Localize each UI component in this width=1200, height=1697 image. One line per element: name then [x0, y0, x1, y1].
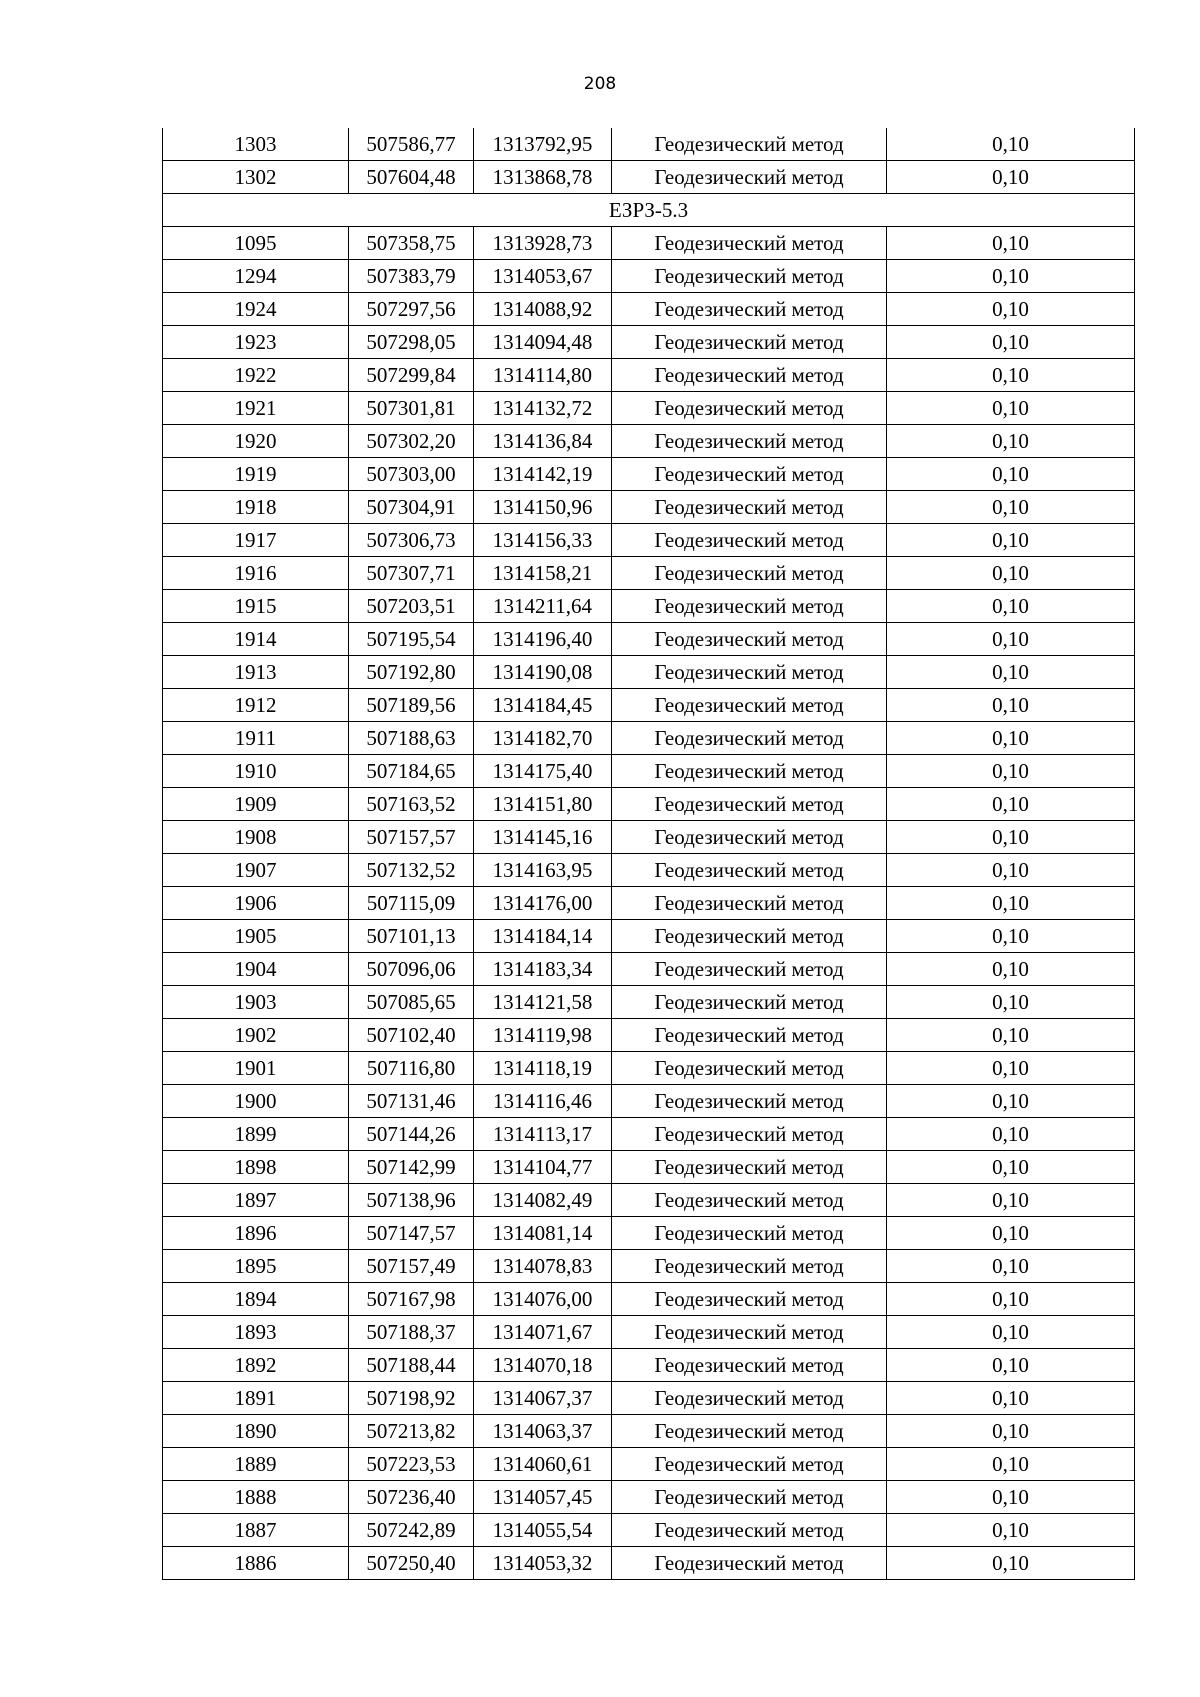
y-coordinate-cell: 1314071,67 [474, 1316, 612, 1349]
point-number-cell: 1917 [163, 524, 349, 557]
accuracy-cell: 0,10 [887, 953, 1135, 986]
y-coordinate-cell: 1314081,14 [474, 1217, 612, 1250]
x-coordinate-cell: 507157,57 [349, 821, 474, 854]
point-number-cell: 1895 [163, 1250, 349, 1283]
x-coordinate-cell: 507298,05 [349, 326, 474, 359]
point-number-cell: 1906 [163, 887, 349, 920]
table-row [163, 887, 1135, 920]
table-row [163, 1052, 1135, 1085]
table-row [163, 689, 1135, 722]
method-cell: Геодезический метод [612, 326, 887, 359]
method-cell: Геодезический метод [612, 1349, 887, 1382]
point-number-cell: 1894 [163, 1283, 349, 1316]
accuracy-cell: 0,10 [887, 755, 1135, 788]
point-number-cell: 1904 [163, 953, 349, 986]
method-cell: Геодезический метод [612, 1382, 887, 1415]
y-coordinate-cell: 1314211,64 [474, 590, 612, 623]
point-number-cell: 1898 [163, 1151, 349, 1184]
table-row [163, 260, 1135, 293]
y-coordinate-cell: 1314151,80 [474, 788, 612, 821]
y-coordinate-cell: 1314175,40 [474, 755, 612, 788]
y-coordinate-cell: 1314088,92 [474, 293, 612, 326]
accuracy-cell: 0,10 [887, 1151, 1135, 1184]
method-cell: Геодезический метод [612, 392, 887, 425]
table-row [163, 788, 1135, 821]
method-cell: Геодезический метод [612, 1250, 887, 1283]
point-number-cell: 1886 [163, 1547, 349, 1580]
table-row [163, 1514, 1135, 1547]
accuracy-cell: 0,10 [887, 1217, 1135, 1250]
table-row [163, 755, 1135, 788]
y-coordinate-cell: 1314142,19 [474, 458, 612, 491]
table-row [163, 1118, 1135, 1151]
method-cell: Геодезический метод [612, 425, 887, 458]
accuracy-cell: 0,10 [887, 821, 1135, 854]
accuracy-cell: 0,10 [887, 1448, 1135, 1481]
y-coordinate-cell: 1313868,78 [474, 161, 612, 194]
y-coordinate-cell: 1314156,33 [474, 524, 612, 557]
y-coordinate-cell: 1314113,17 [474, 1118, 612, 1151]
method-cell: Геодезический метод [612, 887, 887, 920]
point-number-cell: 1893 [163, 1316, 349, 1349]
table-row [163, 1283, 1135, 1316]
table-row [163, 1250, 1135, 1283]
table-row [163, 1382, 1135, 1415]
y-coordinate-cell: 1313928,73 [474, 227, 612, 260]
x-coordinate-cell: 507188,63 [349, 722, 474, 755]
accuracy-cell: 0,10 [887, 293, 1135, 326]
accuracy-cell: 0,10 [887, 1052, 1135, 1085]
point-number-cell: 1896 [163, 1217, 349, 1250]
x-coordinate-cell: 507586,77 [349, 128, 474, 161]
point-number-cell: 1916 [163, 557, 349, 590]
point-number-cell: 1907 [163, 854, 349, 887]
table-row [163, 920, 1135, 953]
accuracy-cell: 0,10 [887, 854, 1135, 887]
y-coordinate-cell: 1314053,32 [474, 1547, 612, 1580]
point-number-cell: 1897 [163, 1184, 349, 1217]
y-coordinate-cell: 1314190,08 [474, 656, 612, 689]
method-cell: Геодезический метод [612, 359, 887, 392]
accuracy-cell: 0,10 [887, 689, 1135, 722]
method-cell: Геодезический метод [612, 986, 887, 1019]
table-row [163, 623, 1135, 656]
y-coordinate-cell: 1314116,46 [474, 1085, 612, 1118]
method-cell: Геодезический метод [612, 1217, 887, 1250]
x-coordinate-cell: 507299,84 [349, 359, 474, 392]
method-cell: Геодезический метод [612, 623, 887, 656]
table-row [163, 1349, 1135, 1382]
point-number-cell: 1899 [163, 1118, 349, 1151]
table-row [163, 557, 1135, 590]
accuracy-cell: 0,10 [887, 788, 1135, 821]
table-row [163, 227, 1135, 260]
table-row [163, 1151, 1135, 1184]
point-number-cell: 1909 [163, 788, 349, 821]
accuracy-cell: 0,10 [887, 491, 1135, 524]
accuracy-cell: 0,10 [887, 887, 1135, 920]
x-coordinate-cell: 507307,71 [349, 557, 474, 590]
method-cell: Геодезический метод [612, 1118, 887, 1151]
accuracy-cell: 0,10 [887, 1085, 1135, 1118]
accuracy-cell: 0,10 [887, 590, 1135, 623]
method-cell: Геодезический метод [612, 1085, 887, 1118]
section-row [163, 194, 1135, 227]
accuracy-cell: 0,10 [887, 392, 1135, 425]
accuracy-cell: 0,10 [887, 458, 1135, 491]
table-row [163, 491, 1135, 524]
x-coordinate-cell: 507115,09 [349, 887, 474, 920]
x-coordinate-cell: 507203,51 [349, 590, 474, 623]
x-coordinate-cell: 507096,06 [349, 953, 474, 986]
table-row [163, 1448, 1135, 1481]
table-row [163, 821, 1135, 854]
coordinates-table-body [163, 128, 1135, 1580]
method-cell: Геодезический метод [612, 260, 887, 293]
x-coordinate-cell: 507301,81 [349, 392, 474, 425]
point-number-cell: 1889 [163, 1448, 349, 1481]
accuracy-cell: 0,10 [887, 161, 1135, 194]
coordinates-table [162, 128, 1135, 1580]
table-row [163, 425, 1135, 458]
point-number-cell: 1902 [163, 1019, 349, 1052]
accuracy-cell: 0,10 [887, 1283, 1135, 1316]
method-cell: Геодезический метод [612, 1151, 887, 1184]
accuracy-cell: 0,10 [887, 1349, 1135, 1382]
point-number-cell: 1302 [163, 161, 349, 194]
table-row [163, 524, 1135, 557]
method-cell: Геодезический метод [612, 524, 887, 557]
x-coordinate-cell: 507101,13 [349, 920, 474, 953]
section-title: ЕЗРЗ-5.3 [163, 194, 1135, 227]
y-coordinate-cell: 1314158,21 [474, 557, 612, 590]
x-coordinate-cell: 507131,46 [349, 1085, 474, 1118]
table-row [163, 953, 1135, 986]
x-coordinate-cell: 507102,40 [349, 1019, 474, 1052]
y-coordinate-cell: 1314104,77 [474, 1151, 612, 1184]
point-number-cell: 1891 [163, 1382, 349, 1415]
table-row [163, 590, 1135, 623]
method-cell: Геодезический метод [612, 161, 887, 194]
x-coordinate-cell: 507184,65 [349, 755, 474, 788]
x-coordinate-cell: 507132,52 [349, 854, 474, 887]
accuracy-cell: 0,10 [887, 1184, 1135, 1217]
y-coordinate-cell: 1313792,95 [474, 128, 612, 161]
point-number-cell: 1095 [163, 227, 349, 260]
y-coordinate-cell: 1314076,00 [474, 1283, 612, 1316]
accuracy-cell: 0,10 [887, 1316, 1135, 1349]
accuracy-cell: 0,10 [887, 227, 1135, 260]
table-row [163, 854, 1135, 887]
method-cell: Геодезический метод [612, 722, 887, 755]
accuracy-cell: 0,10 [887, 920, 1135, 953]
y-coordinate-cell: 1314070,18 [474, 1349, 612, 1382]
method-cell: Геодезический метод [612, 854, 887, 887]
y-coordinate-cell: 1314055,54 [474, 1514, 612, 1547]
y-coordinate-cell: 1314145,16 [474, 821, 612, 854]
point-number-cell: 1910 [163, 755, 349, 788]
point-number-cell: 1919 [163, 458, 349, 491]
table-row [163, 656, 1135, 689]
method-cell: Геодезический метод [612, 557, 887, 590]
x-coordinate-cell: 507188,44 [349, 1349, 474, 1382]
point-number-cell: 1924 [163, 293, 349, 326]
method-cell: Геодезический метод [612, 1019, 887, 1052]
point-number-cell: 1890 [163, 1415, 349, 1448]
x-coordinate-cell: 507304,91 [349, 491, 474, 524]
method-cell: Геодезический метод [612, 1514, 887, 1547]
method-cell: Геодезический метод [612, 1283, 887, 1316]
y-coordinate-cell: 1314196,40 [474, 623, 612, 656]
point-number-cell: 1914 [163, 623, 349, 656]
point-number-cell: 1905 [163, 920, 349, 953]
accuracy-cell: 0,10 [887, 359, 1135, 392]
point-number-cell: 1903 [163, 986, 349, 1019]
x-coordinate-cell: 507142,99 [349, 1151, 474, 1184]
x-coordinate-cell: 507147,57 [349, 1217, 474, 1250]
point-number-cell: 1911 [163, 722, 349, 755]
method-cell: Геодезический метод [612, 293, 887, 326]
y-coordinate-cell: 1314176,00 [474, 887, 612, 920]
point-number-cell: 1303 [163, 128, 349, 161]
y-coordinate-cell: 1314114,80 [474, 359, 612, 392]
y-coordinate-cell: 1314063,37 [474, 1415, 612, 1448]
table-row [163, 128, 1135, 161]
method-cell: Геодезический метод [612, 1052, 887, 1085]
method-cell: Геодезический метод [612, 788, 887, 821]
method-cell: Геодезический метод [612, 821, 887, 854]
method-cell: Геодезический метод [612, 491, 887, 524]
x-coordinate-cell: 507302,20 [349, 425, 474, 458]
point-number-cell: 1920 [163, 425, 349, 458]
accuracy-cell: 0,10 [887, 623, 1135, 656]
method-cell: Геодезический метод [612, 128, 887, 161]
y-coordinate-cell: 1314184,14 [474, 920, 612, 953]
table-row [163, 1547, 1135, 1580]
x-coordinate-cell: 507192,80 [349, 656, 474, 689]
point-number-cell: 1922 [163, 359, 349, 392]
accuracy-cell: 0,10 [887, 1481, 1135, 1514]
y-coordinate-cell: 1314067,37 [474, 1382, 612, 1415]
accuracy-cell: 0,10 [887, 524, 1135, 557]
method-cell: Геодезический метод [612, 1415, 887, 1448]
y-coordinate-cell: 1314119,98 [474, 1019, 612, 1052]
x-coordinate-cell: 507138,96 [349, 1184, 474, 1217]
point-number-cell: 1912 [163, 689, 349, 722]
y-coordinate-cell: 1314118,19 [474, 1052, 612, 1085]
y-coordinate-cell: 1314053,67 [474, 260, 612, 293]
x-coordinate-cell: 507163,52 [349, 788, 474, 821]
x-coordinate-cell: 507306,73 [349, 524, 474, 557]
accuracy-cell: 0,10 [887, 128, 1135, 161]
x-coordinate-cell: 507250,40 [349, 1547, 474, 1580]
point-number-cell: 1923 [163, 326, 349, 359]
method-cell: Геодезический метод [612, 458, 887, 491]
method-cell: Геодезический метод [612, 227, 887, 260]
method-cell: Геодезический метод [612, 1184, 887, 1217]
x-coordinate-cell: 507157,49 [349, 1250, 474, 1283]
table-row [163, 392, 1135, 425]
table-row [163, 326, 1135, 359]
x-coordinate-cell: 507604,48 [349, 161, 474, 194]
x-coordinate-cell: 507167,98 [349, 1283, 474, 1316]
method-cell: Геодезический метод [612, 1547, 887, 1580]
y-coordinate-cell: 1314184,45 [474, 689, 612, 722]
table-row [163, 1019, 1135, 1052]
point-number-cell: 1921 [163, 392, 349, 425]
table-row [163, 1217, 1135, 1250]
y-coordinate-cell: 1314150,96 [474, 491, 612, 524]
x-coordinate-cell: 507198,92 [349, 1382, 474, 1415]
method-cell: Геодезический метод [612, 1316, 887, 1349]
table-row [163, 1481, 1135, 1514]
point-number-cell: 1918 [163, 491, 349, 524]
point-number-cell: 1900 [163, 1085, 349, 1118]
table-row [163, 1415, 1135, 1448]
y-coordinate-cell: 1314082,49 [474, 1184, 612, 1217]
accuracy-cell: 0,10 [887, 425, 1135, 458]
x-coordinate-cell: 507303,00 [349, 458, 474, 491]
accuracy-cell: 0,10 [887, 986, 1135, 1019]
x-coordinate-cell: 507383,79 [349, 260, 474, 293]
point-number-cell: 1294 [163, 260, 349, 293]
point-number-cell: 1887 [163, 1514, 349, 1547]
point-number-cell: 1908 [163, 821, 349, 854]
method-cell: Геодезический метод [612, 689, 887, 722]
x-coordinate-cell: 507297,56 [349, 293, 474, 326]
x-coordinate-cell: 507189,56 [349, 689, 474, 722]
method-cell: Геодезический метод [612, 590, 887, 623]
point-number-cell: 1915 [163, 590, 349, 623]
table-row [163, 722, 1135, 755]
point-number-cell: 1913 [163, 656, 349, 689]
accuracy-cell: 0,10 [887, 557, 1135, 590]
table-row [163, 458, 1135, 491]
x-coordinate-cell: 507358,75 [349, 227, 474, 260]
accuracy-cell: 0,10 [887, 656, 1135, 689]
point-number-cell: 1901 [163, 1052, 349, 1085]
point-number-cell: 1892 [163, 1349, 349, 1382]
method-cell: Геодезический метод [612, 1481, 887, 1514]
accuracy-cell: 0,10 [887, 722, 1135, 755]
accuracy-cell: 0,10 [887, 1415, 1135, 1448]
y-coordinate-cell: 1314132,72 [474, 392, 612, 425]
point-number-cell: 1888 [163, 1481, 349, 1514]
method-cell: Геодезический метод [612, 953, 887, 986]
accuracy-cell: 0,10 [887, 1514, 1135, 1547]
accuracy-cell: 0,10 [887, 326, 1135, 359]
x-coordinate-cell: 507116,80 [349, 1052, 474, 1085]
table-row [163, 1085, 1135, 1118]
table-row [163, 359, 1135, 392]
x-coordinate-cell: 507236,40 [349, 1481, 474, 1514]
accuracy-cell: 0,10 [887, 1382, 1135, 1415]
y-coordinate-cell: 1314182,70 [474, 722, 612, 755]
table-row [163, 1184, 1135, 1217]
y-coordinate-cell: 1314163,95 [474, 854, 612, 887]
method-cell: Геодезический метод [612, 656, 887, 689]
y-coordinate-cell: 1314057,45 [474, 1481, 612, 1514]
method-cell: Геодезический метод [612, 920, 887, 953]
accuracy-cell: 0,10 [887, 1547, 1135, 1580]
table-row [163, 293, 1135, 326]
y-coordinate-cell: 1314183,34 [474, 953, 612, 986]
page-number: 208 [583, 74, 617, 94]
y-coordinate-cell: 1314078,83 [474, 1250, 612, 1283]
x-coordinate-cell: 507223,53 [349, 1448, 474, 1481]
x-coordinate-cell: 507195,54 [349, 623, 474, 656]
y-coordinate-cell: 1314094,48 [474, 326, 612, 359]
table-row [163, 1316, 1135, 1349]
x-coordinate-cell: 507144,26 [349, 1118, 474, 1151]
table-row [163, 986, 1135, 1019]
table-row [163, 161, 1135, 194]
accuracy-cell: 0,10 [887, 1118, 1135, 1151]
method-cell: Геодезический метод [612, 1448, 887, 1481]
y-coordinate-cell: 1314060,61 [474, 1448, 612, 1481]
y-coordinate-cell: 1314136,84 [474, 425, 612, 458]
method-cell: Геодезический метод [612, 755, 887, 788]
accuracy-cell: 0,10 [887, 1250, 1135, 1283]
y-coordinate-cell: 1314121,58 [474, 986, 612, 1019]
x-coordinate-cell: 507242,89 [349, 1514, 474, 1547]
x-coordinate-cell: 507188,37 [349, 1316, 474, 1349]
accuracy-cell: 0,10 [887, 260, 1135, 293]
x-coordinate-cell: 507085,65 [349, 986, 474, 1019]
accuracy-cell: 0,10 [887, 1019, 1135, 1052]
x-coordinate-cell: 507213,82 [349, 1415, 474, 1448]
